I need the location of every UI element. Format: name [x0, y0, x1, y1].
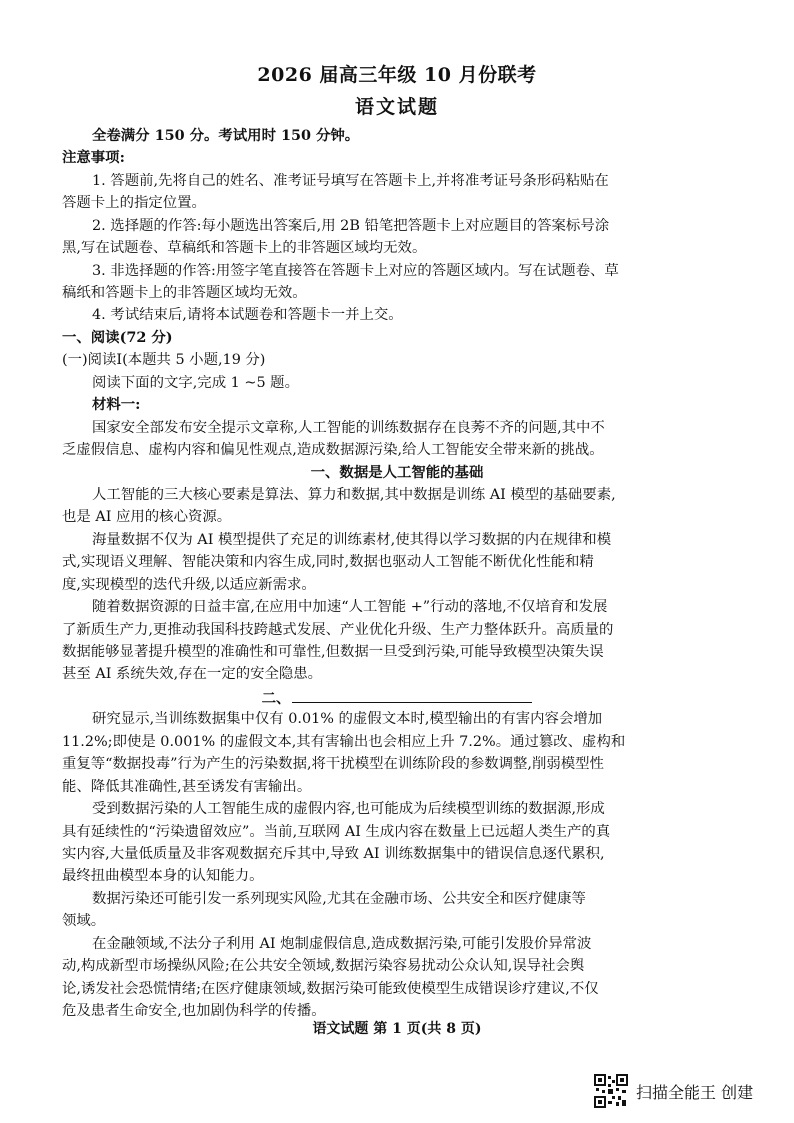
material-heading-two	[0, 686, 794, 710]
notice-line: 1. 答题前,先将自己的姓名、准考证号填写在答题卡上,并将准考证号条形码粘贴在	[92, 173, 609, 189]
notice-line: 答题卡上的指定位置。	[62, 195, 206, 211]
notice-line: 3. 非选择题的作答:用签字笔直接答在答题卡上对应的答题区域内。写在试题卷、草	[92, 263, 619, 279]
material-heading-one: 一、数据是人工智能的基础	[310, 464, 484, 481]
paragraph-line: 研究显示,当训练数据集中仅有 0.01% 的虚假文本时,模型输出的有害内容会增加	[92, 711, 603, 727]
material-intro-line: 国家安全部发布安全提示文章称,人工智能的训练数据存在良莠不齐的问题,其中不	[92, 420, 605, 436]
reading-instruction: 阅读下面的文字,完成 1 ~5 题。	[92, 375, 299, 391]
paragraph-line: 海量数据不仅为 AI 模型提供了充足的训练素材,使其得以学习数据的内在规律和模	[92, 532, 612, 548]
paragraph-line: 重复等“数据投毒”行为产生的污染数据,将干扰模型在训练阶段的参数调整,削弱模型性	[62, 756, 604, 772]
paragraph-line: 具有延续性的“污染遗留效应”。当前,互联网 AI 生成内容在数量上已远超人类生产的真	[62, 824, 611, 840]
notice-line: 2. 选择题的作答:每小题选出答案后,用 2B 铅笔把答题卡上对应题目的答案标号涂	[92, 218, 610, 234]
material-intro-line: 乏虚假信息、虚构内容和偏见性观点,造成数据源污染,给人工智能安全带来新的挑战。	[62, 442, 604, 458]
paragraph-line: 能、降低其准确性,甚至诱发有害输出。	[62, 779, 312, 795]
heading-blank	[292, 686, 532, 703]
paragraph-line: 数据能够显著提升模型的准确性和可靠性,但数据一旦受到污染,可能导致模型决策失误	[62, 644, 604, 660]
paragraph-line: 度,实现模型的迭代升级,以适应新需求。	[62, 577, 316, 593]
paragraph-line: 随着数据资源的日益丰富,在应用中加速“人工智能 +”行动的落地,不仅培育和发展	[92, 599, 608, 615]
paragraph-line: 领域。	[62, 913, 106, 929]
score-info: 全卷满分 150 分。考试用时 150 分钟。	[92, 127, 360, 144]
paragraph-line: 动,构成新型市场操纵风险;在公共安全领域,数据污染容易扰动公众认知,误导社会舆	[62, 958, 585, 974]
paragraph-line: 危及患者生命安全,也加剧伪科学的传播。	[62, 1003, 326, 1019]
paragraph-line: 最终扭曲模型本身的认知能力。	[62, 868, 264, 884]
paragraph-line: 甚至 AI 系统失效,存在一定的安全隐患。	[62, 666, 323, 682]
paragraph-line: 11.2%;即使是 0.001% 的虚假文本,其有害输出也会相应上升 7.2%。通过篡改、虚构和	[62, 734, 626, 750]
exam-subtitle: 语文试题	[354, 96, 439, 118]
paragraph-line: 人工智能的三大核心要素是算法、算力和数据,其中数据是训练 AI 模型的基础要素,	[92, 487, 616, 503]
reading-one-heading: (一)阅读Ⅰ(本题共 5 小题,19 分)	[62, 352, 266, 368]
paragraph-line: 也是 AI 应用的核心资源。	[62, 509, 232, 525]
notice-heading: 注意事项:	[62, 149, 125, 166]
notice-line: 稿纸和答题卡上的非答题区域均无效。	[62, 285, 307, 301]
notice-line: 4. 考试结束后,请将本试题卷和答题卡一并上交。	[92, 307, 403, 323]
exam-title: 2026 届高三年级 10 月份联考	[257, 64, 537, 86]
part-one-heading: 一、阅读(72 分)	[62, 329, 173, 346]
heading-two-number: 二、	[261, 690, 291, 707]
scanner-stamp	[594, 1074, 753, 1108]
page-footer: 语文试题 第 1 页(共 8 页)	[312, 1021, 482, 1037]
paragraph-line: 在金融领域,不法分子利用 AI 炮制虚假信息,造成数据污染,可能引发股价异常波	[92, 936, 592, 952]
paragraph-line: 受到数据污染的人工智能生成的虚假内容,也可能成为后续模型训练的数据源,形成	[92, 801, 605, 817]
qr-code-icon	[594, 1074, 628, 1108]
notice-line: 黑,写在试题卷、草稿纸和答题卡上的非答题区域均无效。	[62, 240, 427, 256]
paragraph-line: 了新质生产力,更推动我国科技跨越式发展、产业优化升级、生产力整体跃升。高质量的	[62, 622, 614, 638]
paragraph-line: 数据污染还可能引发一系列现实风险,尤其在金融市场、公共安全和医疗健康等	[92, 891, 586, 907]
material-label: 材料一:	[92, 396, 141, 413]
paragraph-line: 式,实现语义理解、智能决策和内容生成,同时,数据也驱动人工智能不断优化性能和精	[62, 554, 594, 570]
scanner-text: 扫描全能王 创建	[636, 1082, 754, 1102]
paragraph-line: 实内容,大量低质量及非客观数据充斥其中,导致 AI 训练数据集中的错误信息逐代累积,	[62, 846, 605, 862]
paragraph-line: 论,诱发社会恐慌情绪;在医疗健康领域,数据污染可能致使模型生成错误诊疗建议,不仅	[62, 981, 599, 997]
